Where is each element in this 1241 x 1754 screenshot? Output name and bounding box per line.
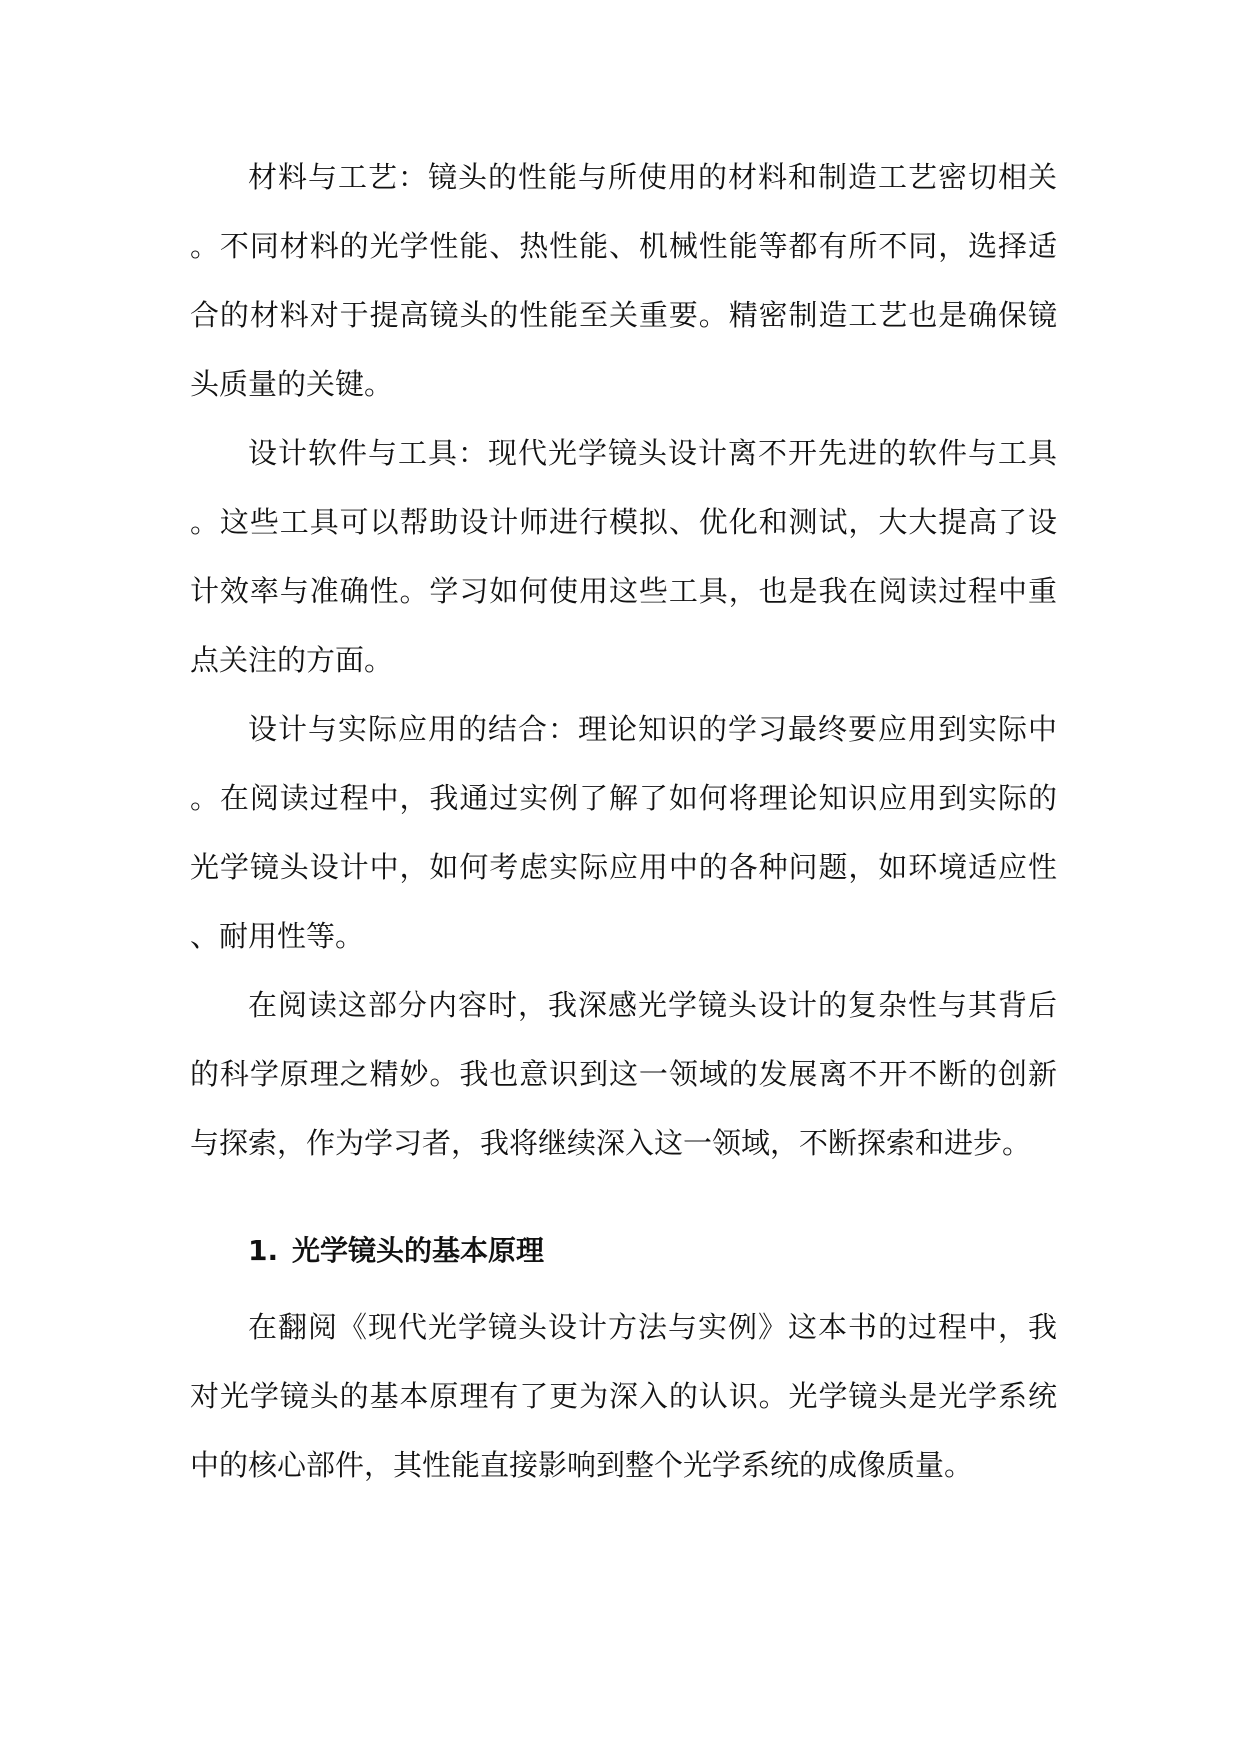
section-title: 光学镜头的基本原理	[292, 1234, 545, 1267]
paragraph-reading-reflection: 在阅读这部分内容时，我深感光学镜头设计的复杂性与其背后的科学原理之精妙。我也意识到这一领域的发展离不开不断的创新与探索，作为学习者，我将继续深入这一领域，不断探索和进步。	[190, 988, 1057, 1160]
paragraph-materials-process: 材料与工艺：镜头的性能与所使用的材料和制造工艺密切相关。不同材料的光学性能、热性能、机械性能等都有所不同，选择适合的材料对于提高镜头的性能至关重要。精密制造工艺也是确保镜头质量的关键。	[190, 160, 1057, 401]
document-body	[190, 143, 1057, 1500]
paragraph-design-software-tools: 设计软件与工具：现代光学镜头设计离不开先进的软件与工具。这些工具可以帮助设计师进行模拟、优化和测试，大大提高了设计效率与准确性。学习如何使用这些工具，也是我在阅读过程中重点关注的方面。	[190, 436, 1057, 677]
paragraph-basic-principles: 在翻阅《现代光学镜头设计方法与实例》这本书的过程中，我对光学镜头的基本原理有了更为深入的认识。光学镜头是光学系统中的核心部件，其性能直接影响到整个光学系统的成像质量。	[190, 1310, 1057, 1482]
section-heading	[190, 1216, 1057, 1285]
paragraph-design-application: 设计与实际应用的结合：理论知识的学习最终要应用到实际中。在阅读过程中，我通过实例了解了如何将理论知识应用到实际的光学镜头设计中，如何考虑实际应用中的各种问题，如环境适应性、耐用性等。	[190, 712, 1057, 953]
section-number: 1.	[248, 1234, 279, 1267]
